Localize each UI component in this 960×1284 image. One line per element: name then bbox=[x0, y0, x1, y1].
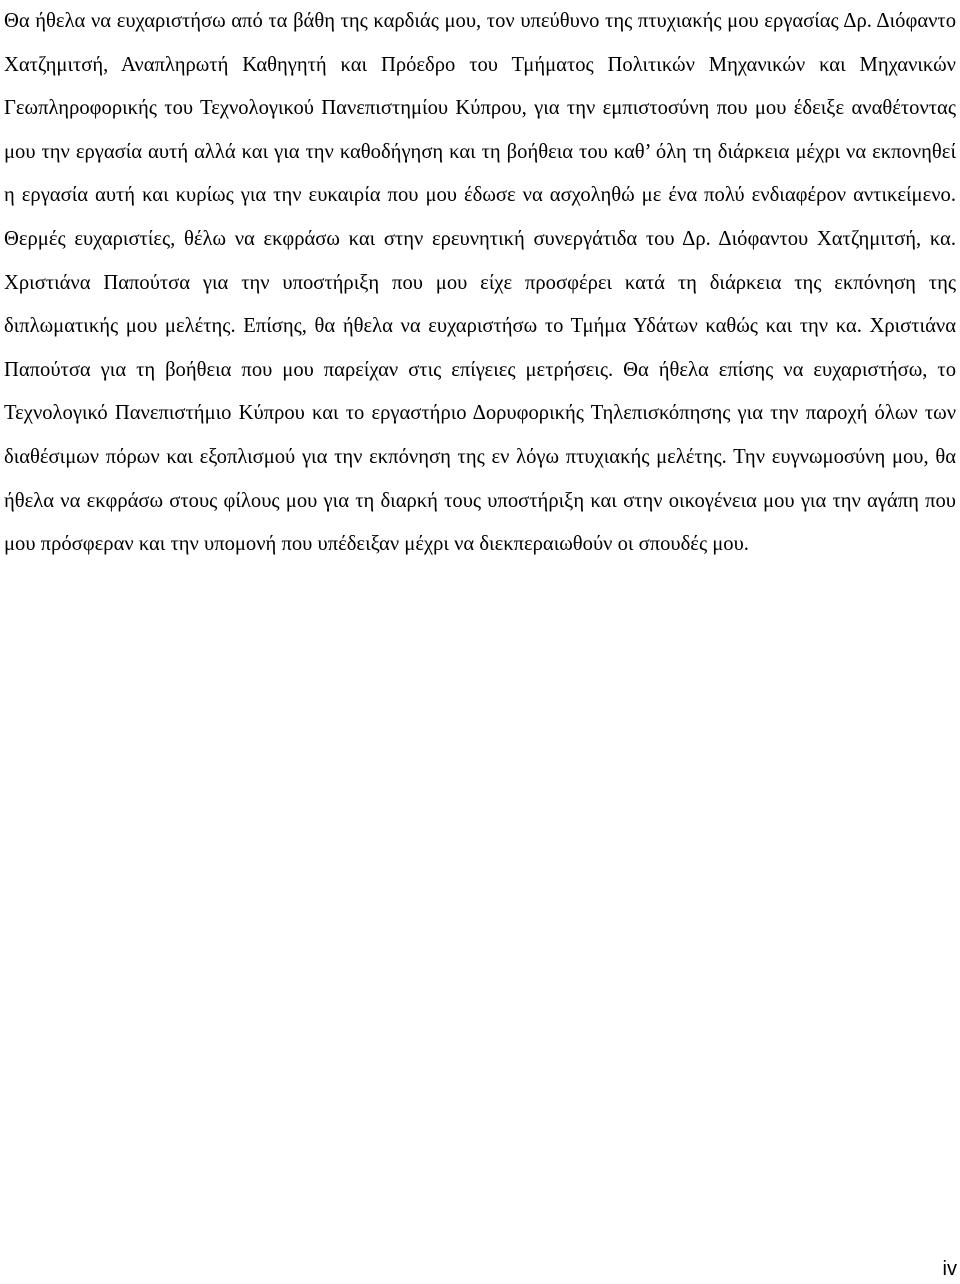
acknowledgement-paragraph: Θα ήθελα να ευχαριστήσω από τα βάθη της καρδιάς μου, τον υπεύθυνο της πτυχιακής μου εργασίας Δρ. Διόφαντο Χατζημιτσή, Αναπληρωτή Καθηγητή και Πρόεδρο του Τμήματος Πολιτικών Μηχανικών και Μηχανικών Γεωπληροφορικής του Τεχνολογικού Πανεπιστημίου Κύπρου, για την εμπιστοσύνη που μου έδειξε αναθέτοντας μου την εργασία αυτή αλλά και για την καθοδήγηση και τη βοήθεια του καθ’ όλη τη διάρκεια μέχρι να εκπονηθεί η εργασία αυτή και κυρίως για την ευκαιρία που μου έδωσε να ασχοληθώ με ένα πολύ ενδιαφέρον αντικείμενο. Θερμές ευχαριστίες, θέλω να εκφράσω και στην ερευνητική συνεργάτιδα του Δρ. Διόφαντου Χατζημιτσή, κα. Χριστιάνα Παπούτσα για την υποστήριξη που μου είχε προσφέρει κατά τη διάρκεια της εκπόνηση της διπλωματικής μου μελέτης. Επίσης, θα ήθελα να ευχαριστήσω το Τμήμα Υδάτων καθώς και την κα. Χριστιάνα Παπούτσα για τη βοήθεια που μου παρείχαν στις επίγειες μετρήσεις. Θα ήθελα επίσης να ευχαριστήσω, το Τεχνολογικό Πανεπιστήμιο Κύπρου και το εργαστήριο Δορυφορικής Τηλεπισκόπησης για την παροχή όλων των διαθέσιμων πόρων και εξοπλισμού για την εκπόνηση της εν λόγω πτυχιακής μελέτης. Την ευγνωμοσύνη μου, θα ήθελα να εκφράσω στους φίλους μου για τη διαρκή τους υποστήριξη και στην οικογένεια μου για την αγάπη που μου πρόσφεραν και την υπομονή που υπέδειξαν μέχρι να διεκπεραιωθούν οι σπουδές μου. bbox=[4, 10, 956, 556]
page-number: iv bbox=[942, 1258, 957, 1280]
